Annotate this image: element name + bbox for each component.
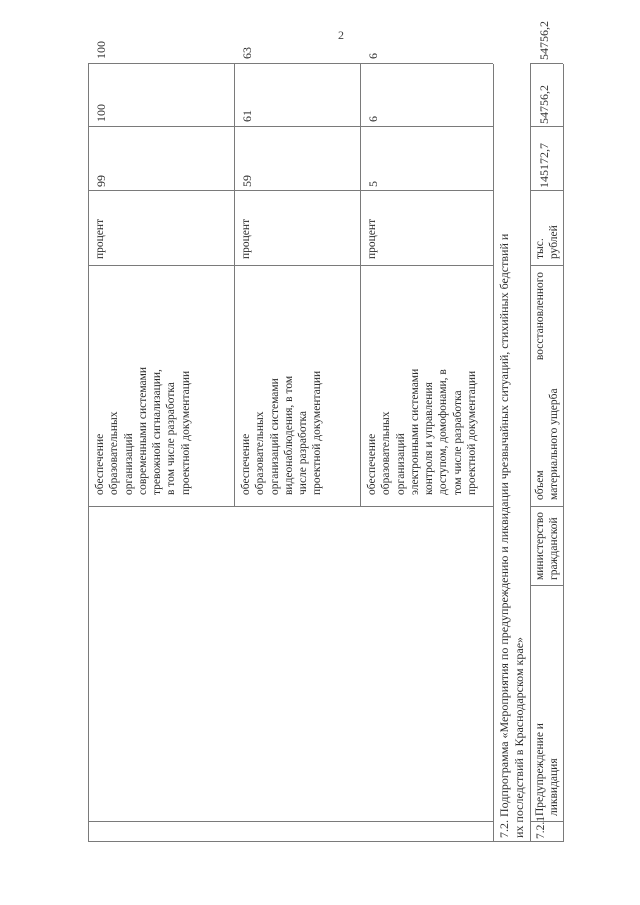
grid-line	[563, 64, 564, 842]
rotated-table	[88, 21, 563, 842]
grid-line	[530, 265, 563, 266]
row-721-value-1: 145172,7	[537, 143, 551, 188]
grid-line	[360, 64, 361, 507]
grid-line	[234, 64, 235, 507]
row-1-value-3: 100	[94, 41, 108, 59]
grid-line	[493, 64, 494, 842]
subprogram-heading: 7.2. Подпрограмма «Мероприятия по предупреждению и ликвидации чрезвычайных ситуаций, стихийных бедствий и их последствий в Краснодарском крае»	[497, 233, 526, 838]
grid-line	[530, 506, 563, 507]
row-3-value-3: 6	[366, 53, 380, 59]
grid-line	[88, 190, 493, 191]
grid-line	[530, 64, 531, 842]
row-1-value-2: 100	[94, 104, 108, 122]
row-721-name: Предупреждение и ликвидация	[534, 723, 561, 816]
row-2-value-1: 59	[240, 175, 254, 187]
grid-line	[88, 841, 563, 842]
grid-line	[530, 63, 563, 64]
grid-line	[88, 64, 89, 842]
row-721-number: 7.2.1	[535, 816, 547, 839]
row-2-description: обеспечение образовательных организаций системами видеонаблюдения, в том числе разработка проектной документации	[240, 370, 324, 495]
row-2-value-3: 63	[240, 47, 254, 59]
row-2-unit: процент	[240, 218, 252, 259]
grid-line	[530, 190, 563, 191]
row-2-value-2: 61	[240, 110, 254, 122]
grid-line	[530, 585, 563, 586]
row-1-value-1: 99	[94, 175, 108, 187]
row-721-value-3: 54756,2	[537, 21, 551, 60]
row-721-value-2: 54756,2	[537, 85, 551, 124]
row-721-unit: тыс. рублей	[534, 225, 561, 259]
row-3-value-1: 5	[366, 181, 380, 187]
row-721-executor: министерство гражданской	[534, 512, 561, 580]
row-1-description: обеспечение образовательных организаций современными системами тревожной сигнализации, в том числе разработка проектной документации	[94, 366, 192, 495]
row-721-indicator: объем восстановленного материального ущерба	[534, 272, 561, 500]
row-1-unit: процент	[94, 218, 106, 259]
page-number: 2	[338, 28, 344, 42]
row-3-unit: процент	[366, 218, 378, 259]
grid-line	[88, 265, 493, 266]
grid-line	[88, 506, 493, 507]
grid-line	[530, 126, 563, 127]
grid-line	[88, 63, 493, 64]
row-3-value-2: 6	[366, 116, 380, 122]
grid-line	[88, 126, 493, 127]
row-3-description: обеспечение образовательных организаций электронными системами контроля и управления доступом, домофонами, в том числе разработка проектной документации	[366, 368, 479, 495]
grid-line	[88, 821, 493, 822]
